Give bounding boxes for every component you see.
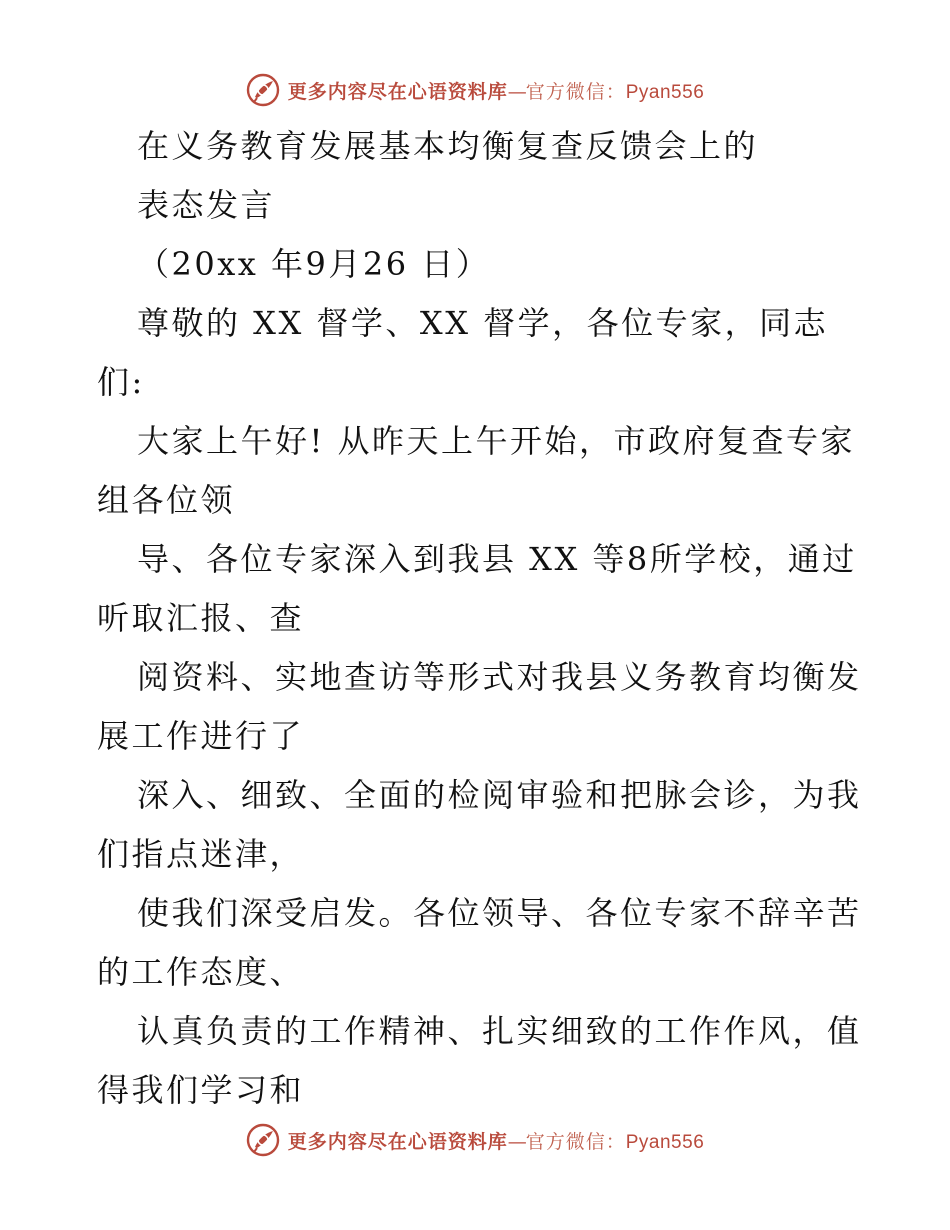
paragraph-line: 们: bbox=[97, 363, 145, 401]
paragraph-line: 们指点迷津， bbox=[97, 835, 305, 873]
document-title-line-1: 在义务教育发展基本均衡复查反馈会上的 bbox=[137, 127, 759, 165]
banner-text bbox=[288, 1127, 705, 1154]
banner-main-text: 更多内容尽在心语资料库 bbox=[287, 80, 508, 103]
paragraph-line: 认真负责的工作精神、扎实细致的工作作风，值 bbox=[137, 1012, 862, 1050]
paragraph-line: 听取汇报、查 bbox=[97, 599, 305, 637]
banner-wechat-id: Pyan556 bbox=[625, 81, 705, 103]
paragraph-line: 展工作进行了 bbox=[97, 717, 305, 755]
banner-separator: — bbox=[507, 1130, 526, 1153]
paragraph-line: 尊敬的 XX 督学、XX 督学，各位专家，同志 bbox=[137, 304, 829, 342]
header-banner bbox=[0, 70, 950, 110]
paragraph-line: 深入、细致、全面的检阅审验和把脉会诊，为我 bbox=[137, 776, 862, 814]
banner-text bbox=[288, 77, 705, 104]
quill-logo-icon bbox=[246, 1123, 280, 1157]
banner-wechat-label: 官方微信： bbox=[525, 80, 626, 103]
banner-wechat-label: 官方微信： bbox=[525, 1130, 626, 1153]
quill-logo-icon bbox=[246, 73, 280, 107]
banner-main-text: 更多内容尽在心语资料库 bbox=[287, 1130, 508, 1153]
document-date: （20xx 年9月26 日） bbox=[137, 245, 491, 283]
banner-separator: — bbox=[507, 80, 526, 103]
paragraph-line: 阅资料、实地查访等形式对我县义务教育均衡发 bbox=[137, 658, 862, 696]
paragraph-line: 的工作态度、 bbox=[97, 953, 305, 991]
paragraph-line: 得我们学习和 bbox=[97, 1071, 305, 1109]
paragraph-line: 大家上午好! 从昨天上午开始，市政府复查专家 bbox=[137, 422, 856, 460]
banner-wechat-id: Pyan556 bbox=[625, 1131, 705, 1153]
document-title-line-2: 表态发言 bbox=[137, 186, 276, 224]
paragraph-line: 使我们深受启发。各位领导、各位专家不辞辛苦 bbox=[137, 894, 862, 932]
footer-banner bbox=[0, 1120, 950, 1160]
paragraph-line: 导、各位专家深入到我县 XX 等8所学校，通过 bbox=[137, 540, 857, 578]
paragraph-line: 组各位领 bbox=[97, 481, 236, 519]
